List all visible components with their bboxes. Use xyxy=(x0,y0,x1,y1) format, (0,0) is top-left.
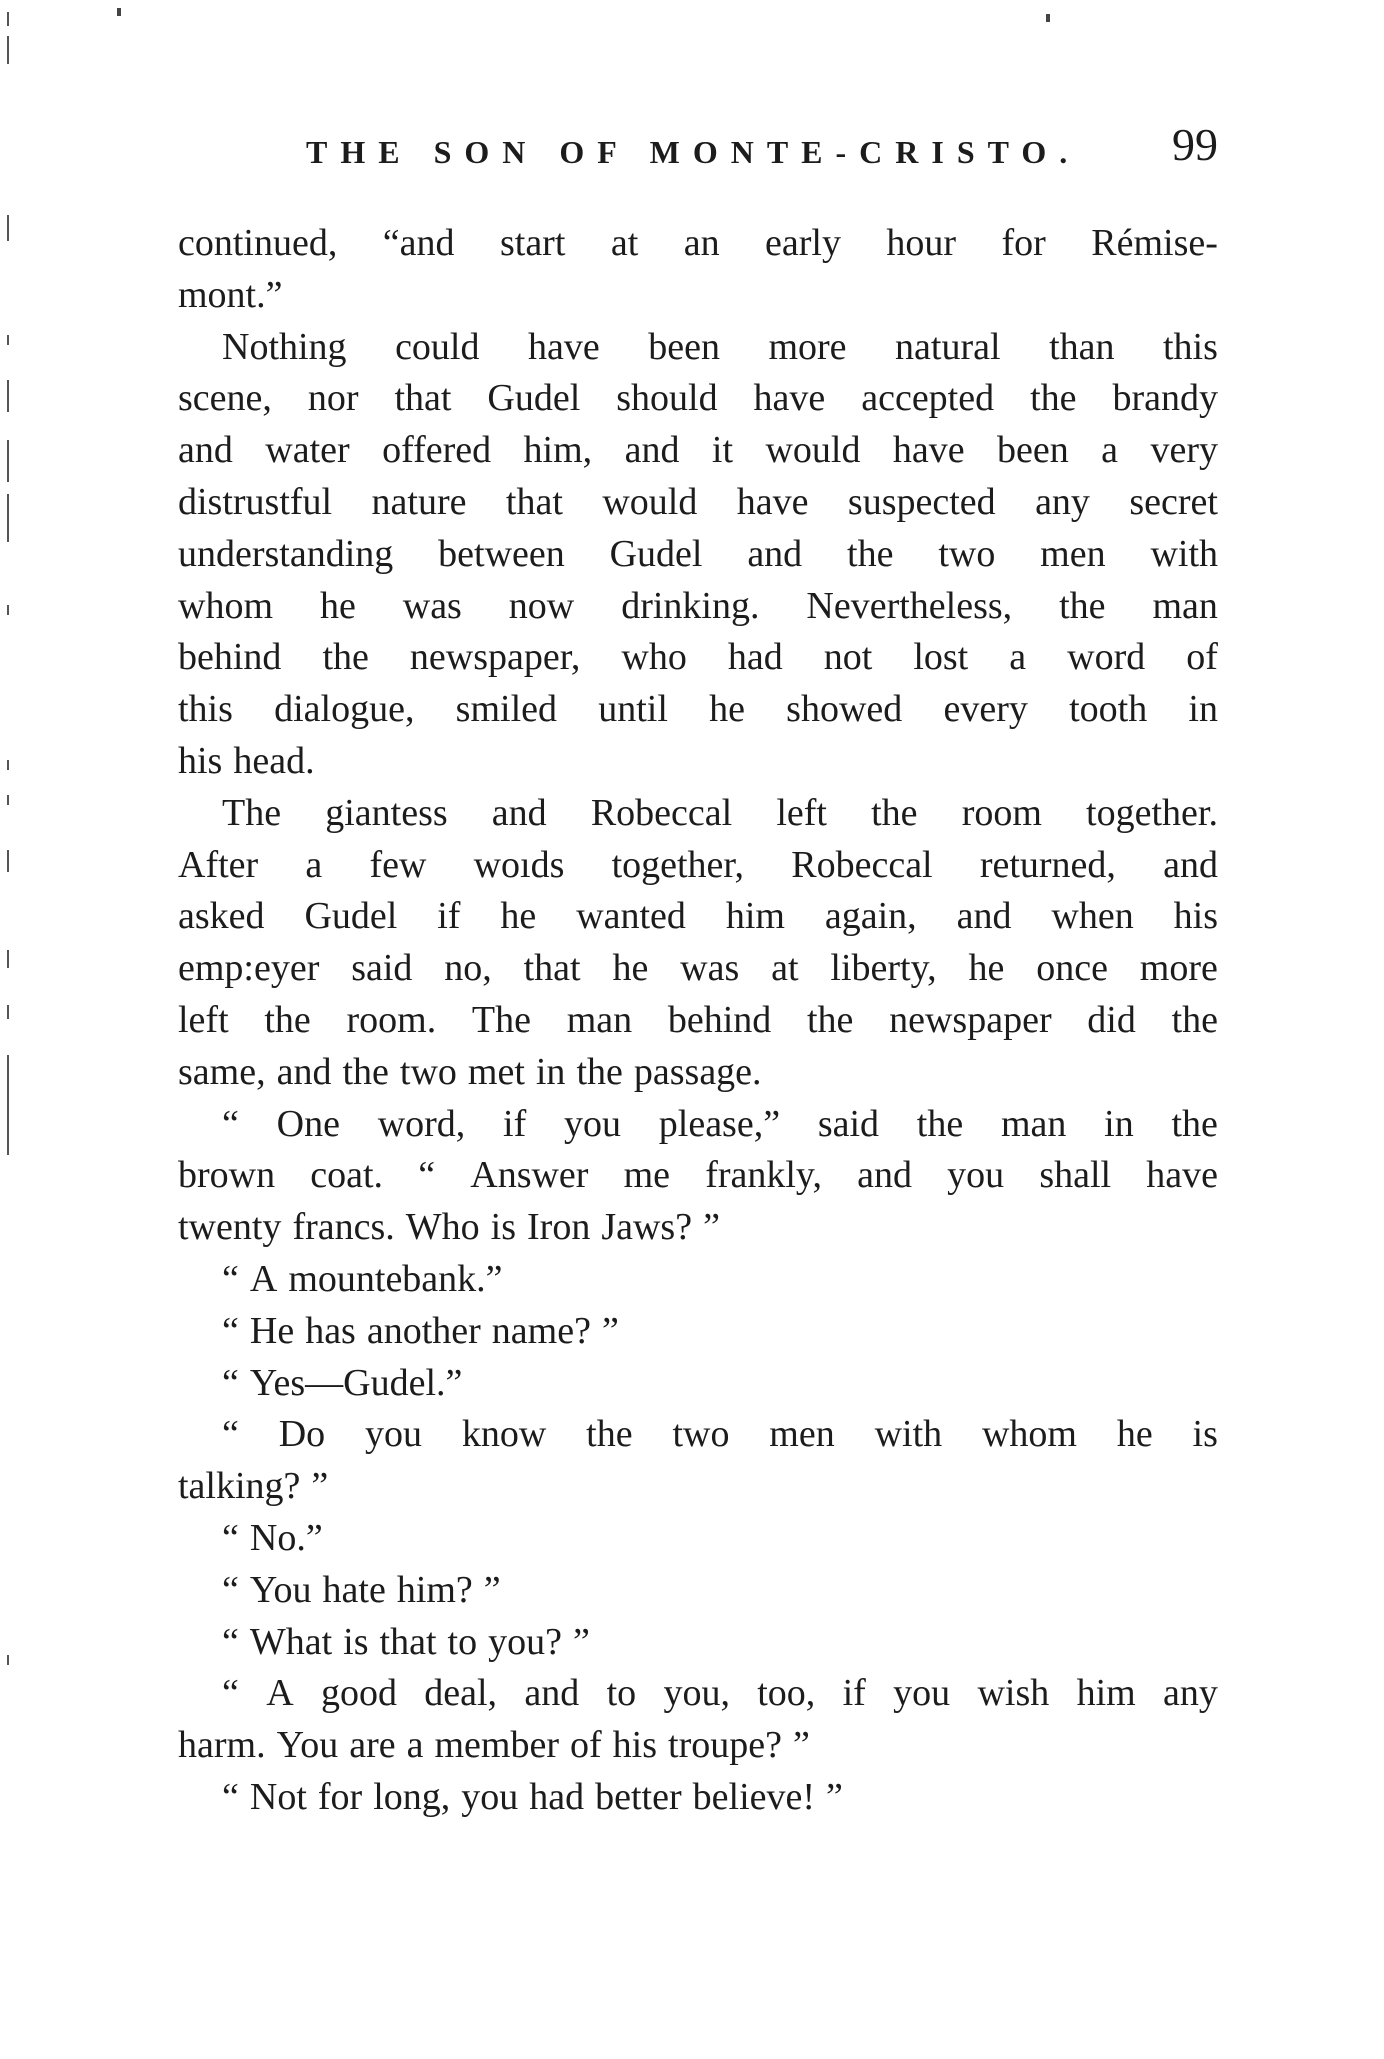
word: Not xyxy=(249,1775,307,1818)
word: any xyxy=(1035,480,1090,523)
word: in xyxy=(535,1050,566,1093)
word: this xyxy=(1163,325,1218,368)
word: A xyxy=(249,1257,278,1300)
word: and xyxy=(624,429,680,472)
word: could xyxy=(395,325,480,368)
word: Do xyxy=(278,1413,326,1456)
text-line xyxy=(178,1150,1218,1202)
word: giantess xyxy=(325,791,448,834)
word: ” xyxy=(601,1309,619,1352)
word: troupe? xyxy=(668,1724,782,1767)
word: in xyxy=(1104,1102,1134,1145)
word: the xyxy=(1059,584,1106,627)
word: and xyxy=(857,1154,912,1197)
page-number: 99 xyxy=(1172,119,1218,170)
word: have xyxy=(736,480,809,523)
word: that xyxy=(379,1620,437,1663)
word: a xyxy=(1101,429,1119,472)
word: have xyxy=(753,377,826,420)
word: his xyxy=(612,1724,658,1767)
word: with xyxy=(1150,532,1218,575)
word: Yes—Gudel.” xyxy=(249,1361,463,1404)
text-line xyxy=(178,1565,1218,1617)
word: with xyxy=(874,1413,943,1456)
word: ” xyxy=(572,1620,590,1663)
word: he xyxy=(500,895,537,938)
word: natural xyxy=(895,325,1001,368)
word: ” xyxy=(483,1568,501,1611)
word: “ xyxy=(222,1309,239,1352)
word: did xyxy=(1087,998,1136,1041)
text-line xyxy=(178,1047,1218,1099)
word: was xyxy=(402,584,462,627)
text-line xyxy=(178,943,1218,995)
word: to xyxy=(447,1620,478,1663)
word: said xyxy=(817,1102,880,1145)
word: “and xyxy=(382,222,455,264)
running-head xyxy=(178,118,1228,178)
text-line xyxy=(178,581,1218,633)
word: the xyxy=(586,1413,633,1456)
margin-mark xyxy=(7,440,9,482)
word: more xyxy=(1139,947,1218,990)
word: the xyxy=(342,1050,389,1093)
word: has xyxy=(305,1309,356,1352)
word: would xyxy=(765,429,861,472)
word: passage. xyxy=(633,1050,762,1093)
word: behind xyxy=(178,636,282,679)
word: two xyxy=(399,1050,457,1093)
word: “ xyxy=(222,1620,239,1663)
word: him xyxy=(725,895,785,938)
word: been xyxy=(997,429,1069,472)
word: at xyxy=(610,222,639,264)
word: should xyxy=(616,377,718,420)
text-line xyxy=(178,322,1218,374)
word: he xyxy=(612,947,649,990)
word: and xyxy=(1163,843,1218,886)
word: very xyxy=(1150,429,1218,472)
word: scene, xyxy=(178,377,272,420)
word: good xyxy=(320,1672,397,1715)
word: Answer xyxy=(470,1154,589,1197)
word: After xyxy=(178,843,259,886)
word: have xyxy=(528,325,600,368)
word: early xyxy=(765,222,841,264)
word: the xyxy=(1171,1102,1218,1145)
word: at xyxy=(771,947,799,990)
word: tooth xyxy=(1069,688,1148,731)
word: secret xyxy=(1129,480,1218,523)
word: showed xyxy=(786,688,903,731)
word: continued, xyxy=(178,222,338,264)
word: for xyxy=(317,1775,363,1818)
margin-mark xyxy=(7,36,9,64)
text-line xyxy=(178,1358,1218,1410)
word: better xyxy=(595,1775,682,1818)
word: asked xyxy=(178,895,265,938)
word: dialogue, xyxy=(274,688,415,731)
word: start xyxy=(499,222,566,264)
word: ” xyxy=(311,1465,329,1508)
word: he xyxy=(968,947,1005,990)
word: accepted xyxy=(861,377,995,420)
word: if xyxy=(842,1672,866,1715)
word: you xyxy=(365,1413,423,1456)
word: whom xyxy=(981,1413,1077,1456)
word: mountebank.” xyxy=(288,1257,503,1300)
text-line xyxy=(178,840,1218,892)
word: and xyxy=(956,895,1012,938)
text-line xyxy=(178,1720,1218,1772)
word: No.” xyxy=(249,1516,323,1559)
word: that xyxy=(523,947,581,990)
margin-mark xyxy=(7,950,9,968)
margin-mark xyxy=(7,380,9,412)
word: newspaper, xyxy=(409,636,581,679)
word: together, xyxy=(611,843,745,886)
word: shall xyxy=(1039,1154,1112,1197)
margin-mark xyxy=(7,215,9,241)
word: when xyxy=(1051,895,1134,938)
word: too, xyxy=(757,1672,816,1715)
word: a xyxy=(305,843,323,886)
word: hate xyxy=(322,1568,386,1611)
word: You xyxy=(249,1568,312,1611)
word: now xyxy=(508,584,575,627)
word: and xyxy=(747,532,803,575)
word: him, xyxy=(523,429,593,472)
word: room xyxy=(961,791,1042,834)
word: you xyxy=(564,1102,622,1145)
word: smiled xyxy=(455,688,557,731)
word: ” xyxy=(703,1206,720,1249)
word: head. xyxy=(233,739,315,782)
word: man xyxy=(1152,584,1218,627)
word: again, xyxy=(824,895,917,938)
text-line xyxy=(178,1306,1218,1358)
word: liberty, xyxy=(830,947,937,990)
word: you xyxy=(947,1154,1005,1197)
word: nature xyxy=(371,480,467,523)
word: another xyxy=(366,1309,481,1352)
word: drinking. xyxy=(621,584,760,627)
margin-mark xyxy=(7,1005,9,1019)
word: have xyxy=(1146,1154,1218,1197)
text-line xyxy=(178,1772,1218,1824)
word: the xyxy=(871,791,918,834)
word: distrustful xyxy=(178,480,333,523)
word: every xyxy=(943,688,1028,731)
text-line xyxy=(178,425,1218,477)
text-line xyxy=(178,1668,1218,1720)
word: been xyxy=(648,325,720,368)
word: offered xyxy=(382,429,492,472)
text-line xyxy=(178,1099,1218,1151)
text-line xyxy=(178,1409,1218,1461)
word: Nothing xyxy=(222,325,347,368)
text-line xyxy=(178,373,1218,425)
margin-mark xyxy=(7,335,9,345)
margin-mark xyxy=(7,850,9,872)
word: Nevertheless, xyxy=(806,584,1013,627)
word: men xyxy=(769,1413,835,1456)
word: “ xyxy=(418,1154,436,1197)
word: the xyxy=(576,1050,623,1093)
word: “ xyxy=(222,1413,239,1456)
word: and xyxy=(276,1050,332,1093)
word: not xyxy=(823,636,873,679)
word: his xyxy=(1173,895,1218,938)
word: that xyxy=(505,480,563,523)
word: if xyxy=(437,895,461,938)
word: “ xyxy=(222,1568,239,1611)
word: than xyxy=(1049,325,1115,368)
word: the xyxy=(1030,377,1077,420)
word: A xyxy=(266,1672,294,1715)
word: nor xyxy=(307,377,359,420)
word: his xyxy=(178,739,223,782)
word: if xyxy=(503,1102,527,1145)
word: same, xyxy=(178,1050,266,1093)
word: understanding xyxy=(178,532,394,575)
text-line xyxy=(178,477,1218,529)
word: Gudel xyxy=(487,377,581,420)
word: Iron xyxy=(527,1206,591,1249)
word: met xyxy=(467,1050,525,1093)
word: twenty xyxy=(178,1206,282,1249)
text-line xyxy=(178,736,1218,788)
word: had xyxy=(529,1775,585,1818)
word: name? xyxy=(491,1309,591,1352)
word: water xyxy=(265,429,350,472)
running-title: THE SON OF MONTE-CRISTO. xyxy=(306,134,1081,170)
word: any xyxy=(1163,1672,1218,1715)
word: is xyxy=(343,1620,369,1663)
word: left xyxy=(776,791,827,834)
word: wish xyxy=(977,1672,1050,1715)
word: brown xyxy=(178,1154,276,1197)
word: no, xyxy=(444,947,492,990)
word: until xyxy=(598,688,668,731)
word: him? xyxy=(396,1568,473,1611)
word: men xyxy=(1040,532,1106,575)
margin-mark xyxy=(7,494,9,542)
word: wanted xyxy=(576,895,686,938)
word: Gudel xyxy=(304,895,398,938)
word: please,” xyxy=(658,1102,781,1145)
word: and xyxy=(178,429,233,472)
word: man xyxy=(566,998,633,1041)
word: of xyxy=(1186,636,1218,679)
text-line xyxy=(178,684,1218,736)
word: suspected xyxy=(847,480,996,523)
margin-mark xyxy=(7,1655,9,1665)
word: he xyxy=(1116,1413,1153,1456)
text-line xyxy=(178,788,1218,840)
word: The xyxy=(222,791,282,834)
margin-mark xyxy=(7,760,9,770)
word: harm. xyxy=(178,1724,266,1767)
word: frankly, xyxy=(705,1154,822,1197)
margin-mark xyxy=(7,795,9,805)
word: woıds xyxy=(473,843,565,886)
margin-mark xyxy=(7,12,9,26)
word: behind xyxy=(667,998,772,1041)
word: word, xyxy=(377,1102,466,1145)
word: the xyxy=(806,998,854,1041)
word: the xyxy=(847,532,894,575)
word: an xyxy=(683,222,720,264)
word: this xyxy=(178,688,233,731)
word: newspaper xyxy=(889,998,1052,1041)
text-line xyxy=(178,1254,1218,1306)
text-line xyxy=(178,891,1218,943)
word: believe! xyxy=(692,1775,816,1818)
word: the xyxy=(322,636,369,679)
word: word xyxy=(1067,636,1146,679)
word: the xyxy=(916,1102,964,1145)
word: the xyxy=(264,998,311,1041)
word: “ xyxy=(222,1672,239,1715)
word: a xyxy=(406,1724,424,1767)
word: once xyxy=(1036,947,1108,990)
word: “ xyxy=(222,1102,239,1145)
binding-margin xyxy=(0,0,20,2059)
word: of xyxy=(570,1724,602,1767)
word: “ xyxy=(222,1775,239,1818)
word: and xyxy=(524,1672,580,1715)
text-line xyxy=(178,995,1218,1047)
word: member xyxy=(434,1724,559,1767)
word: for xyxy=(1001,222,1046,264)
text-line xyxy=(178,1461,1218,1513)
word: Robeccal xyxy=(791,843,933,886)
word: you xyxy=(893,1672,951,1715)
text-line xyxy=(178,1617,1218,1669)
text-line xyxy=(178,1202,1218,1254)
word: man xyxy=(1000,1102,1067,1145)
word: deal, xyxy=(424,1672,498,1715)
word: “ xyxy=(222,1361,239,1404)
word: more xyxy=(768,325,847,368)
word: brandy xyxy=(1112,377,1218,420)
word: would xyxy=(602,480,698,523)
word: to xyxy=(606,1672,637,1715)
word: ” xyxy=(792,1724,810,1767)
word: whom xyxy=(178,584,273,627)
word: coat. xyxy=(310,1154,384,1197)
ink-speck xyxy=(1046,14,1050,22)
word: ” xyxy=(826,1775,843,1818)
word: it xyxy=(711,429,734,472)
word: him xyxy=(1076,1672,1136,1715)
word: left xyxy=(178,998,229,1041)
word: in xyxy=(1188,688,1218,731)
word: is xyxy=(490,1206,517,1249)
word: you? xyxy=(488,1620,562,1663)
word: the xyxy=(1171,998,1218,1041)
ink-speck xyxy=(117,8,121,16)
word: was xyxy=(680,947,740,990)
word: The xyxy=(471,998,531,1041)
body-text xyxy=(178,218,1218,1824)
word: you xyxy=(461,1775,519,1818)
word: talking? xyxy=(178,1465,301,1508)
word: who xyxy=(621,636,687,679)
word: is xyxy=(1192,1413,1218,1456)
word: few xyxy=(369,843,427,886)
word: hour xyxy=(886,222,957,264)
word: and xyxy=(491,791,547,834)
word: mont.” xyxy=(178,273,283,316)
word: lost xyxy=(913,636,969,679)
word: You xyxy=(276,1724,339,1767)
word: francs. xyxy=(292,1206,395,1249)
text-line xyxy=(178,218,1218,270)
word: returned, xyxy=(979,843,1116,886)
word: you, xyxy=(663,1672,730,1715)
word: One xyxy=(276,1102,340,1145)
word: that xyxy=(394,377,452,420)
word: long, xyxy=(373,1775,451,1818)
word: together. xyxy=(1086,791,1218,834)
text-line xyxy=(178,529,1218,581)
word: said xyxy=(351,947,413,990)
word: Gudel xyxy=(609,532,703,575)
word: “ xyxy=(222,1516,239,1559)
word: What xyxy=(249,1620,333,1663)
text-line xyxy=(178,270,1218,322)
word: have xyxy=(892,429,965,472)
word: between xyxy=(438,532,565,575)
word: Jaws? xyxy=(601,1206,693,1249)
word: he xyxy=(709,688,745,731)
word: “ xyxy=(222,1257,239,1300)
word: Who xyxy=(405,1206,480,1249)
text-line xyxy=(178,1513,1218,1565)
margin-mark xyxy=(7,1055,9,1155)
margin-mark xyxy=(7,605,9,615)
word: Robeccal xyxy=(590,791,733,834)
word: Rémise- xyxy=(1091,222,1218,264)
word: two xyxy=(938,532,996,575)
word: are xyxy=(349,1724,396,1767)
text-line xyxy=(178,632,1218,684)
word: emp:eyer xyxy=(178,947,320,990)
word: me xyxy=(623,1154,671,1197)
word: room. xyxy=(346,998,437,1041)
word: had xyxy=(727,636,783,679)
word: know xyxy=(461,1413,547,1456)
word: he xyxy=(319,584,356,627)
word: a xyxy=(1009,636,1027,679)
word: He xyxy=(249,1309,295,1352)
word: two xyxy=(672,1413,730,1456)
